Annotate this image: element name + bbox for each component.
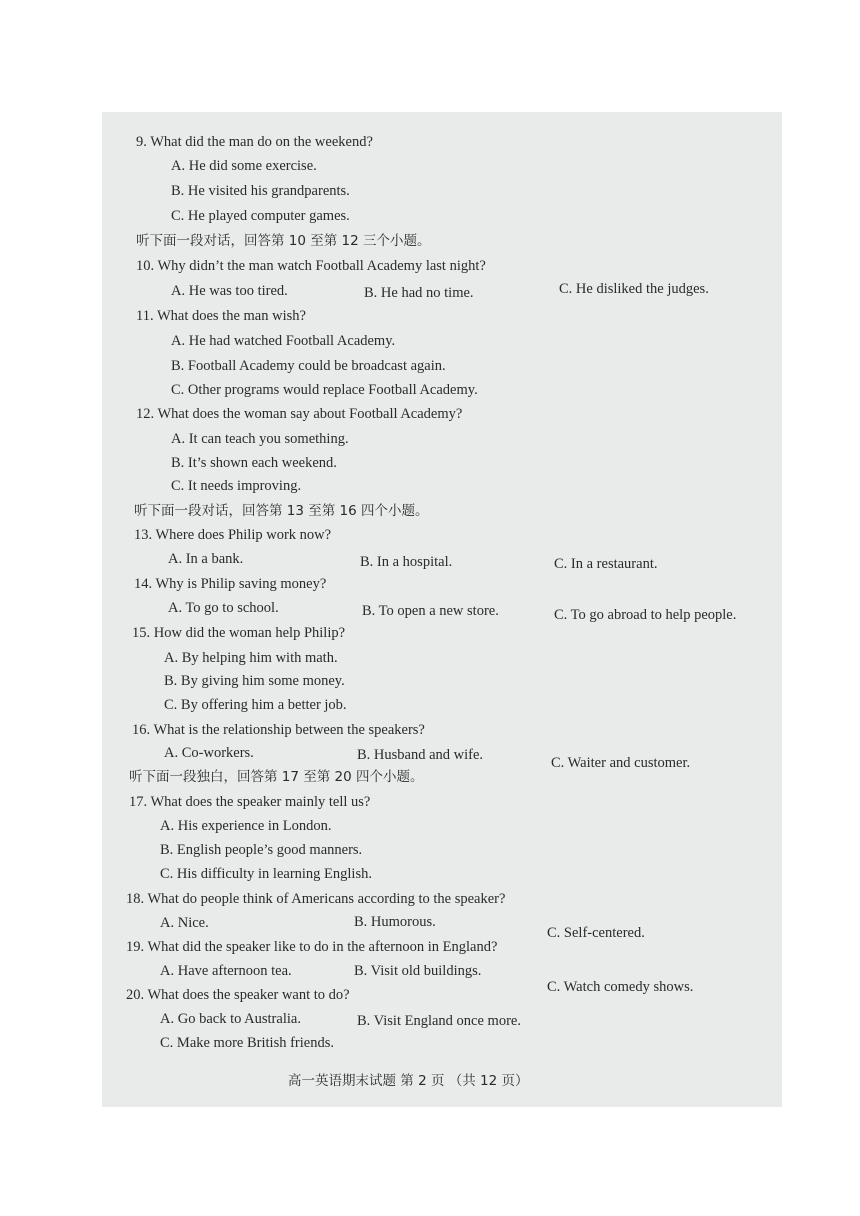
answer-option: B. Visit old buildings. (354, 963, 482, 979)
answer-option: B. In a hospital. (360, 554, 453, 570)
answer-option: A. It can teach you something. (171, 431, 349, 447)
question-text: 16. What is the relationship between the speakers? (132, 722, 425, 738)
question-text: 17. What does the speaker mainly tell us? (129, 794, 371, 810)
exam-page (102, 112, 782, 1107)
answer-option: A. Co-workers. (164, 745, 254, 761)
answer-option: C. Watch comedy shows. (547, 979, 694, 995)
question-text: 18. What do people think of Americans according to the speaker? (126, 891, 506, 907)
answer-option: B. By giving him some money. (164, 673, 345, 689)
answer-option: B. Visit England once more. (357, 1013, 521, 1029)
section-instruction: 听下面一段对话，回答第 13 至第 16 四个小题。 (134, 503, 429, 519)
answer-option: B. Football Academy could be broadcast again. (171, 358, 446, 374)
answer-option: B. It’s shown each weekend. (171, 455, 337, 471)
answer-option: A. His experience in London. (160, 818, 332, 834)
answer-option: B. He visited his grandparents. (171, 183, 350, 199)
section-instruction: 听下面一段对话，回答第 10 至第 12 三个小题。 (136, 233, 431, 249)
answer-option: A. In a bank. (168, 551, 244, 567)
answer-option: C. Self-centered. (547, 925, 645, 941)
answer-option: B. To open a new store. (362, 603, 499, 619)
answer-option: A. He was too tired. (171, 283, 288, 299)
answer-option: C. He disliked the judges. (559, 281, 709, 297)
answer-option: C. Make more British friends. (160, 1035, 334, 1051)
question-text: 14. Why is Philip saving money? (134, 576, 327, 592)
question-text: 11. What does the man wish? (136, 308, 306, 324)
question-text: 19. What did the speaker like to do in the afternoon in England? (126, 939, 498, 955)
answer-option: C. Waiter and customer. (551, 755, 691, 771)
answer-option: C. He played computer games. (171, 208, 350, 224)
answer-option: C. To go abroad to help people. (554, 607, 737, 623)
answer-option: A. Nice. (160, 915, 209, 931)
question-text: 12. What does the woman say about Football Academy? (136, 406, 463, 422)
page-footer: 高一英语期末试题 第 2 页 （共 12 页） (288, 1073, 529, 1089)
answer-option: A. Have afternoon tea. (160, 963, 292, 979)
answer-option: A. He had watched Football Academy. (171, 333, 396, 349)
question-text: 9. What did the man do on the weekend? (136, 134, 373, 150)
answer-option: B. He had no time. (364, 285, 474, 301)
answer-option: C. It needs improving. (171, 478, 302, 494)
answer-option: C. His difficulty in learning English. (160, 866, 372, 882)
question-text: 13. Where does Philip work now? (134, 527, 332, 543)
question-text: 10. Why didn’t the man watch Football Academy last night? (136, 258, 486, 274)
answer-option: A. Go back to Australia. (160, 1011, 301, 1027)
question-text: 20. What does the speaker want to do? (126, 987, 350, 1003)
answer-option: C. Other programs would replace Football Academy. (171, 382, 478, 398)
answer-option: B. Husband and wife. (357, 747, 484, 763)
answer-option: A. To go to school. (168, 600, 279, 616)
answer-option: C. By offering him a better job. (164, 697, 347, 713)
section-instruction: 听下面一段独白，回答第 17 至第 20 四个小题。 (129, 769, 424, 785)
question-text: 15. How did the woman help Philip? (132, 625, 346, 641)
answer-option: A. He did some exercise. (171, 158, 317, 174)
answer-option: B. English people’s good manners. (160, 842, 363, 858)
answer-option: B. Humorous. (354, 914, 436, 930)
answer-option: A. By helping him with math. (164, 650, 338, 666)
answer-option: C. In a restaurant. (554, 556, 658, 572)
